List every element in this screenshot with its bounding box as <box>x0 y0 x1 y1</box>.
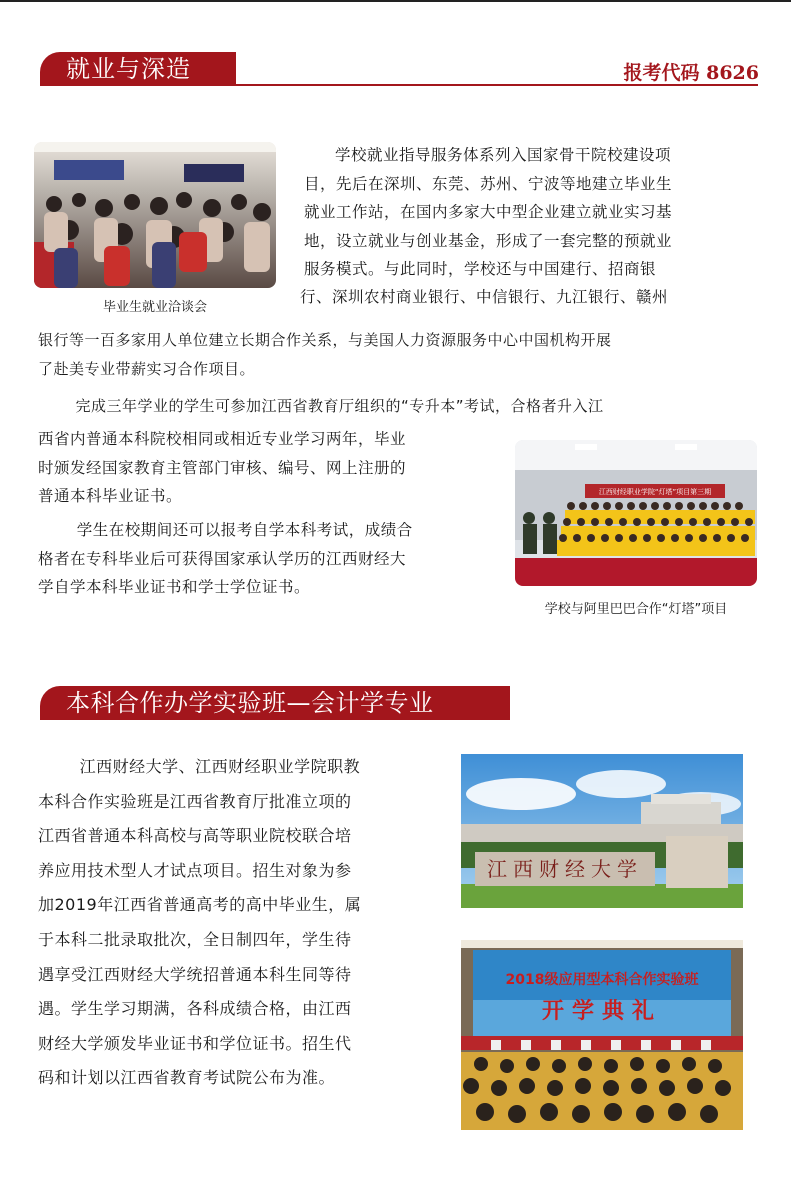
section2-title: 本科合作办学实验班—会计学专业 <box>40 686 510 720</box>
text-line: 普通本科毕业证书。 <box>38 487 183 505</box>
photo1-caption: 毕业生就业洽谈会 <box>102 300 207 315</box>
paragraph-employment-cont2 <box>38 326 758 383</box>
banner-title: 2018级应用型本科合作实验班 <box>505 972 699 988</box>
text-line: 遇。学生学习期满，各科成绩合格，由江西 <box>38 999 352 1019</box>
paragraph-upgrade-first <box>38 392 758 421</box>
text-line: 码和计划以江西省教育考试院公布为准。 <box>38 1068 336 1088</box>
paragraph-employment <box>304 141 758 284</box>
text-line: 学生在校期间还可以报考自学本科考试，成绩合 <box>76 521 413 539</box>
text-line: 学校就业指导服务体系列入国家骨干院校建设项 <box>335 146 672 164</box>
text-line: 行、深圳农村商业银行、中信银行、九江银行、赣州 <box>300 288 669 306</box>
banner-text: 江西财经职业学院“灯塔”项目第三期 <box>598 488 712 496</box>
text-line: 江西省普通本科高校与高等职业院校联合培 <box>38 826 352 846</box>
text-line: 西省内普通本科院校相同或相近专业学习两年，毕业 <box>38 430 407 448</box>
paragraph-joint-program <box>38 750 416 1096</box>
text-line: 于本科二批录取批次，全日制四年，学生待 <box>38 929 352 949</box>
text-line: 本科合作实验班是江西省教育厅批准立项的 <box>38 791 352 811</box>
stone-inscription: 江西财经大学 <box>487 857 643 881</box>
text-line: 地，设立就业与创业基金，形成了一套完整的预就业 <box>304 231 673 250</box>
banner-main: 开学典礼 <box>541 998 663 1024</box>
photo2-caption: 学校与阿里巴巴合作“灯塔”项目 <box>544 602 728 617</box>
text-line: 银行等一百多家用人单位建立长期合作关系，与美国人力资源服务中心中国机构开展 <box>38 331 612 349</box>
paragraph-self-study <box>38 516 488 602</box>
text-line: 加2019年江西省普通高考的高中毕业生，属 <box>38 895 362 915</box>
paragraph-upgrade <box>38 425 488 511</box>
text-line: 时颁发经国家教育主管部门审核、编号、网上注册的 <box>38 458 407 477</box>
text-line: 遇享受江西财经大学统招普通本科生同等待 <box>38 964 352 984</box>
text-line: 目，先后在深圳、东莞、苏州、宁波等地建立毕业生 <box>304 174 673 193</box>
lighthouse-project-photo <box>515 440 757 586</box>
text-line: 服务模式。与此同时，学校还与中国建行、招商银 <box>304 260 657 278</box>
text-line: 养应用技术型人才试点项目。招生对象为参 <box>38 860 352 880</box>
text-line: 就业工作站，在国内多家大中型企业建立就业实习基 <box>304 203 673 221</box>
section1-title: 就业与深造 <box>40 52 236 86</box>
text-line: 财经大学颁发毕业证书和学位证书。招生代 <box>38 1033 352 1053</box>
text-line: 格者在专科毕业后可获得国家承认学历的江西财经大 <box>38 549 407 568</box>
text-line: 了赴美专业带薪实习合作项目。 <box>38 359 256 378</box>
paragraph-employment-cont <box>300 283 758 312</box>
text-line: 学自学本科毕业证书和学士学位证书。 <box>38 578 311 596</box>
text-line: 江西财经大学、江西财经职业学院职教 <box>79 757 361 776</box>
campus-stone-photo <box>461 754 743 908</box>
text-line: 完成三年学业的学生可参加江西省教育厅组织的“专升本”考试，合格者升入江 <box>75 397 604 415</box>
opening-ceremony-photo <box>461 940 743 1130</box>
job-fair-photo <box>34 142 276 288</box>
top-border <box>0 0 791 2</box>
exam-code: 报考代码 8626 <box>623 62 759 84</box>
